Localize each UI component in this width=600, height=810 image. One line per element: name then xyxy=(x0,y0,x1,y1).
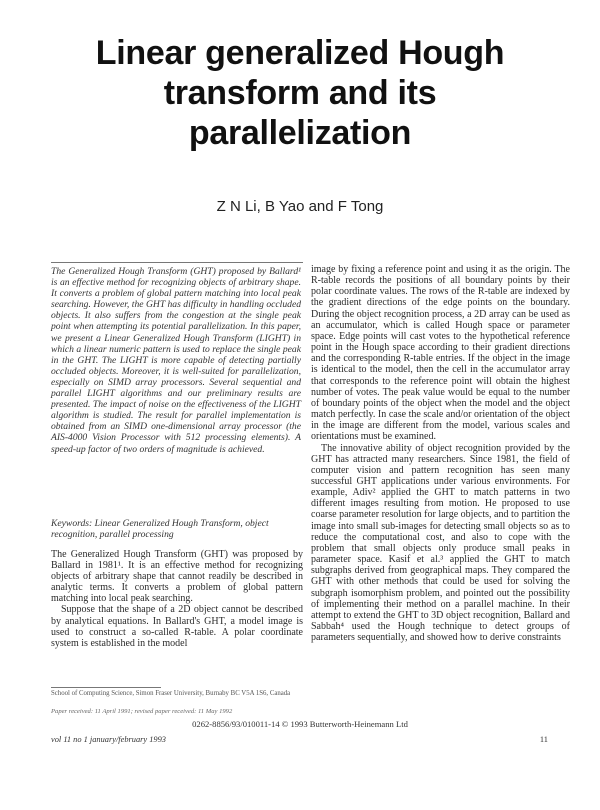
title-line-1: Linear generalized Hough xyxy=(95,34,505,72)
right-paragraph-2: The innovative ability of object recognition provided by the GHT has attracted many researchers. Since 1981, the field of computer vision and pattern recognition has seen many successful GHT applications under various environments. For example, Adiv² applied the GHT to match patterns in two different images resulting from motion. He proposed to use coarse parameter resolution for large objects, and to partition the image into small sub-images for detecting small objects so as to reduce the computational cost, and also to cope with the problem that small objects only produce small peaks in parameter space. Kasif et al.³ applied the GHT to match subgraphs derived from geographical maps. They compared the GHT with other methods that could be used for solving the subgraph isomorphism problem, and pointed out the possibility of implementing their method on a parallel machine. In their attempt to extend the GHT to 3D object recognition, Ballard and Sabbah⁴ used the Hough technique to detect groups of parameters sequentially, and showed how to derive constraints xyxy=(311,442,570,644)
affiliation: School of Computing Science, Simon Fraser University, Burnaby BC V5A 1S6, Canada xyxy=(51,690,291,697)
page-number: 11 xyxy=(539,735,548,744)
abstract-top-rule xyxy=(51,262,303,263)
title-line-3: parallelization xyxy=(188,114,412,152)
introduction xyxy=(51,549,303,649)
authors: Z N Li, B Yao and F Tong xyxy=(216,198,384,215)
intro-paragraph-1: The Generalized Hough Transform (GHT) was proposed by Ballard in 1981¹. It is an effective method for recognizing objects of arbitrary shape that cannot readily be described in analytic terms. It converts a problem of global pattern matching into local peak searching. xyxy=(51,549,303,605)
right-paragraph-1: image by fixing a reference point and using it as the origin. The R-table records the positions of all boundary points by their polar coordinate values. The rows of the R-table are indexed by the gradient directions of the edge points on the boundary. During the object recognition process, a 2D array can be used as an accumulator, which is called Hough space or parameter space. Edge points will cast votes to the hypothetical reference point in the Hough space according to their gradient directions and the corresponding R-table entries. If the object in the image is identical to the model, then the cell in the accumulator array that corresponds to the reference point will obtain the highest number of votes. The peak value would be equal to the number of boundary points of the object when the model and the object match perfectly. In case the scale and/or orientation of the object in the image are different from the model, various scales and orientations must be examined. xyxy=(311,264,570,443)
intro-paragraph-2: Suppose that the shape of a 2D object cannot be described by analytical equations. In Ballard's GHT, a model image is used to construct a so-called R-table. A polar coordinate system is established in the model xyxy=(51,604,303,649)
keywords xyxy=(51,518,301,540)
abstract: The Generalized Hough Transform (GHT) proposed by Ballard¹ is an effective method for recognizing objects of arbitrary shape. It converts a problem of global pattern matching into local peak searching. However, the GHT has difficulty in handling occluded objects. It also suffers from the congestion at the single peak point when attempting its potential parallelization. In this paper, we present a Linear Generalized Hough Transform (LIGHT) in which a linear numeric pattern is used to replace the single peak in the GHT. The LIGHT is more capable of detecting partially occluded objects. Moreover, it is well-suited for parallelization, especially on SIMD array processors. Several sequential and parallel LIGHT algorithms and our preliminary results are presented. The impact of noise on the effectiveness of the LIGHT algorithm is studied. The result for parallel implementation is obtained from an SIMD one-dimensional array processor (the AIS-4000 Vision Processor with 512 processing elements). A speed-up factor of two orders of magnitude is achieved. xyxy=(51,266,301,455)
received-date: Paper received: 11 April 1991; revised paper received: 11 May 1992 xyxy=(51,708,233,715)
footnote-rule xyxy=(51,687,161,688)
copyright-line: 0262-8856/93/010011-14 © 1993 Butterworth-Heinemann Ltd xyxy=(192,719,408,729)
keywords-text: Linear Generalized Hough Transform, object recognition, parallel processing xyxy=(51,518,269,541)
journal-issue: vol 11 no 1 january/february 1993 xyxy=(51,735,166,744)
keywords-label: Keywords: xyxy=(51,518,93,529)
paper-title xyxy=(40,33,560,153)
right-column xyxy=(311,264,570,643)
title-line-2: transform and its xyxy=(163,74,437,112)
